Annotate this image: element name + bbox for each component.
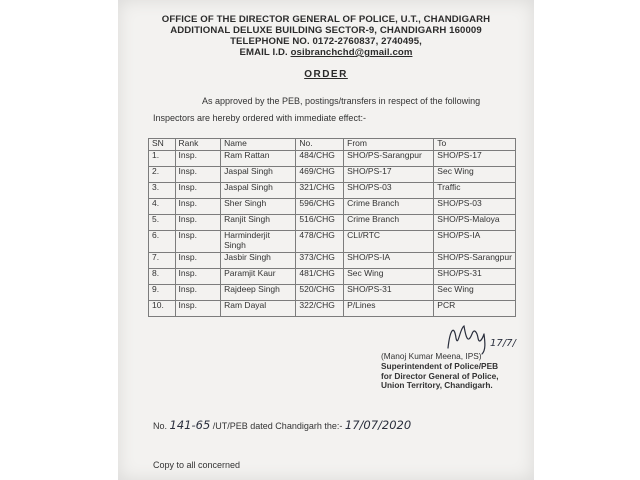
intro-line-1: As approved by the PEB, postings/transfers in respect of the following — [202, 96, 481, 106]
cell-name: Ram Rattan — [221, 151, 296, 167]
cell-rank: Insp. — [175, 285, 221, 301]
cell-name: Paramjit Kaur — [221, 269, 296, 285]
transfer-table — [148, 138, 516, 317]
cell-rank: Insp. — [175, 301, 221, 317]
table-row — [149, 167, 516, 183]
cell-sn: 9. — [149, 285, 176, 301]
cell-to: SHO/PS-17 — [434, 151, 516, 167]
table-row — [149, 199, 516, 215]
signature-block — [381, 352, 499, 391]
table-row — [149, 285, 516, 301]
endorsement-date: 17/07/2020 — [344, 418, 412, 432]
cell-rank: Insp. — [175, 253, 221, 269]
cell-sn: 8. — [149, 269, 176, 285]
cell-to: SHO/PS-Maloya — [434, 215, 516, 231]
cell-rank: Insp. — [175, 167, 221, 183]
cell-sn: 7. — [149, 253, 176, 269]
cell-from: SHO/PS-17 — [344, 167, 434, 183]
cell-name: Sher Singh — [221, 199, 296, 215]
cell-from: Crime Branch — [344, 215, 434, 231]
cell-to: SHO/PS-03 — [434, 199, 516, 215]
cell-no: 516/CHG — [296, 215, 344, 231]
email-label: EMAIL I.D. — [239, 47, 288, 58]
copy-note: Copy to all concerned — [153, 460, 241, 470]
cell-rank: Insp. — [175, 183, 221, 199]
cell-name: Ram Dayal — [221, 301, 296, 317]
col-header-from: From — [344, 139, 434, 151]
endorsement-text: /UT/PEB dated Chandigarh the:- — [212, 421, 343, 431]
cell-name: Jaspal Singh — [221, 167, 296, 183]
cell-from: SHO/PS-Sarangpur — [344, 151, 434, 167]
cell-to: SHO/PS-31 — [434, 269, 516, 285]
cell-from: CLI/RTC — [344, 231, 434, 253]
cell-no: 481/CHG — [296, 269, 344, 285]
cell-rank: Insp. — [175, 199, 221, 215]
header-address-line: ADDITIONAL DELUXE BUILDING SECTOR-9, CHANDIGARH 160009 — [170, 25, 482, 36]
col-header-name: Name — [221, 139, 296, 151]
cell-rank: Insp. — [175, 215, 221, 231]
officer-designation-3: Union Territory, Chandigarh. — [381, 380, 493, 391]
col-header-sn: SN — [149, 139, 176, 151]
endorsement-line — [153, 418, 411, 432]
table-row — [149, 231, 516, 253]
cell-sn: 4. — [149, 199, 176, 215]
cell-rank: Insp. — [175, 269, 221, 285]
cell-to: Traffic — [434, 183, 516, 199]
cell-sn: 10. — [149, 301, 176, 317]
table-row — [149, 253, 516, 269]
email-address: osibranchchd@gmail.com — [290, 47, 413, 58]
cell-no: 322/CHG — [296, 301, 344, 317]
header-telephone-line: TELEPHONE NO. 0172-2760837, 2740495, — [230, 36, 422, 47]
cell-sn: 2. — [149, 167, 176, 183]
endorsement-number: 141-65 — [169, 418, 211, 432]
cell-sn: 5. — [149, 215, 176, 231]
cell-no: 484/CHG — [296, 151, 344, 167]
col-header-no: No. — [296, 139, 344, 151]
endorsement-prefix: No. — [153, 421, 168, 431]
cell-from: P/Lines — [344, 301, 434, 317]
officer-designation-1: Superintendent of Police/PEB — [381, 360, 499, 371]
cell-name: Jasbir Singh — [221, 253, 296, 269]
cell-to: PCR — [434, 301, 516, 317]
cell-from: SHO/PS-03 — [344, 183, 434, 199]
officer-designation-2: for Director General of Police, — [381, 370, 499, 381]
cell-from: Sec Wing — [344, 269, 434, 285]
col-header-rank: Rank — [175, 139, 221, 151]
header-email-line — [118, 47, 534, 58]
cell-name: Ranjit Singh — [221, 215, 296, 231]
cell-sn: 3. — [149, 183, 176, 199]
order-title: ORDER — [304, 69, 348, 80]
officer-name: (Manoj Kumar Meena, IPS) — [381, 351, 482, 361]
cell-no: 520/CHG — [296, 285, 344, 301]
cell-to: SHO/PS-IA — [434, 231, 516, 253]
cell-name: Jaspal Singh — [221, 183, 296, 199]
signature-date: 17/7/ — [490, 338, 516, 349]
cell-name: Rajdeep Singh — [221, 285, 296, 301]
table-row — [149, 301, 516, 317]
cell-sn: 1. — [149, 151, 176, 167]
cell-from: SHO/PS-31 — [344, 285, 434, 301]
cell-from: Crime Branch — [344, 199, 434, 215]
cell-no: 478/CHG — [296, 231, 344, 253]
intro-line-2: Inspectors are hereby ordered with immediate effect:- — [153, 113, 366, 123]
col-header-to: To — [434, 139, 516, 151]
header-office-line: OFFICE OF THE DIRECTOR GENERAL OF POLICE, U.T., CHANDIGARH — [161, 14, 491, 25]
cell-no: 321/CHG — [296, 183, 344, 199]
table-row — [149, 215, 516, 231]
cell-from: SHO/PS-IA — [344, 253, 434, 269]
cell-no: 469/CHG — [296, 167, 344, 183]
table-row — [149, 183, 516, 199]
table-header-row — [149, 139, 516, 151]
cell-rank: Insp. — [175, 231, 221, 253]
cell-no: 373/CHG — [296, 253, 344, 269]
cell-rank: Insp. — [175, 151, 221, 167]
cell-no: 596/CHG — [296, 199, 344, 215]
cell-to: SHO/PS-Sarangpur — [434, 253, 516, 269]
cell-name: Harminderjit Singh — [221, 231, 296, 253]
table-row — [149, 151, 516, 167]
cell-to: Sec Wing — [434, 167, 516, 183]
table-row — [149, 269, 516, 285]
cell-sn: 6. — [149, 231, 176, 253]
cell-to: Sec Wing — [434, 285, 516, 301]
